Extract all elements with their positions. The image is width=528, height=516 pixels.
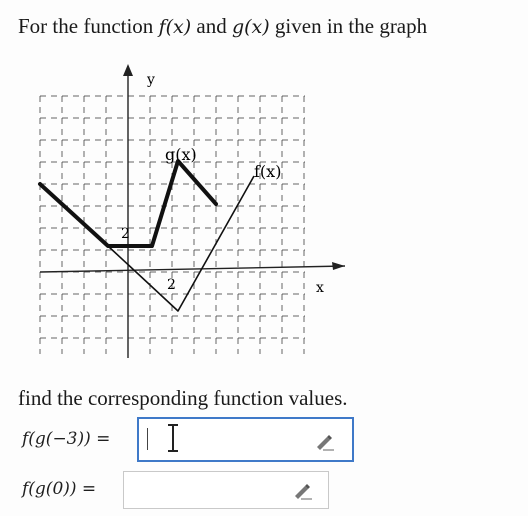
text-cursor-icon — [163, 423, 183, 453]
y-tick-label: 2 — [121, 226, 130, 242]
graph-axes — [40, 64, 345, 358]
y-axis-label: y — [147, 72, 155, 88]
x-axis-line — [40, 266, 345, 272]
answer-input-2[interactable] — [123, 471, 329, 509]
function-graph — [0, 56, 360, 376]
x-axis-label: x — [316, 280, 324, 296]
prompt-text-after: given in the graph — [269, 14, 428, 38]
question-row-2 — [22, 466, 96, 512]
x-tick-label: 2 — [167, 277, 176, 293]
pencil-icon[interactable] — [292, 481, 314, 501]
x-axis-arrow — [332, 262, 345, 270]
f-curve-line — [108, 176, 254, 311]
pencil-icon[interactable] — [314, 432, 336, 452]
text-caret — [147, 428, 148, 450]
answer-input-1[interactable] — [137, 417, 354, 462]
prompt-f: f(x) — [158, 16, 192, 38]
graph-canvas — [0, 56, 360, 376]
g-curve-label: g(x) — [165, 145, 197, 164]
question-2-expression: f(g(0)) = — [22, 479, 97, 499]
graph-grid — [40, 96, 305, 354]
problem-prompt — [18, 14, 427, 39]
y-axis-arrow — [123, 64, 133, 76]
f-curve-label: f(x) — [254, 162, 282, 181]
prompt-text-before: For the function — [18, 14, 159, 38]
prompt-and: and — [191, 14, 232, 38]
prompt-g: g(x) — [231, 16, 270, 38]
question-1-expression: f(g(−3)) = — [22, 429, 111, 449]
question-row-1 — [22, 416, 110, 462]
instruction-text: find the corresponding function values. — [18, 386, 348, 410]
